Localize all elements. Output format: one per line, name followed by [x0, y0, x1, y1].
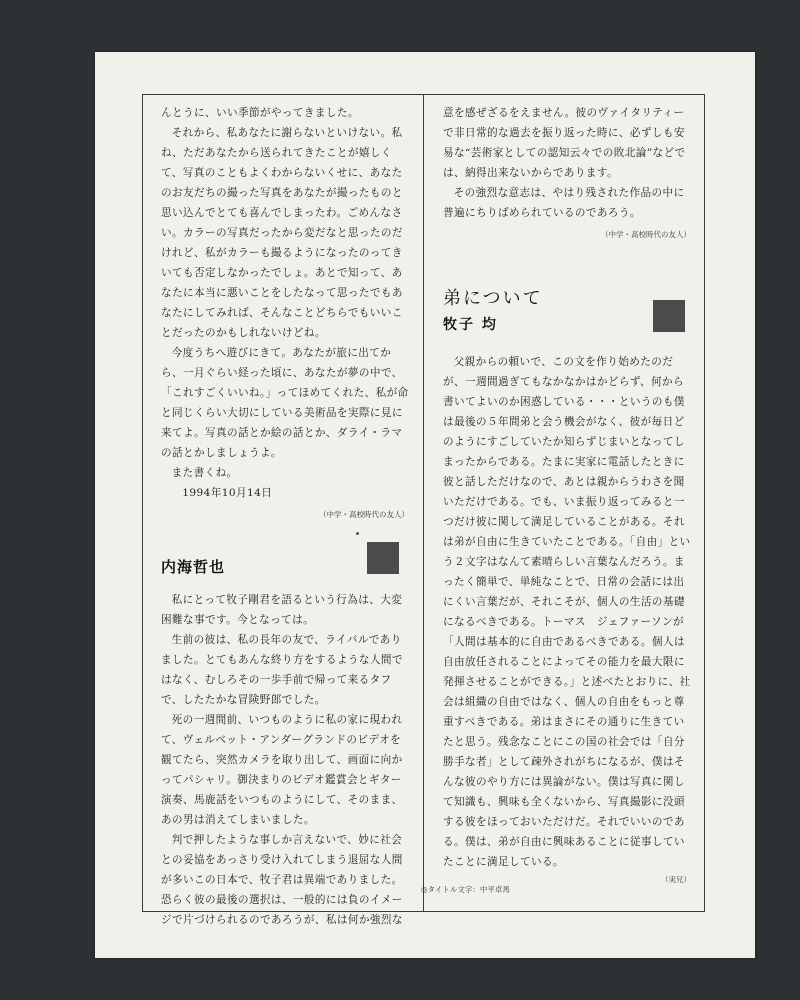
printed-sheet — [95, 52, 755, 958]
letter-credit: （中学・高校時代の友人） — [319, 510, 409, 519]
left-column — [161, 103, 409, 930]
essay-author-heading: 内海哲也 — [161, 558, 226, 576]
brother-paragraph: 父親からの頼いで、この文を作り始めたのだが、一週間過ぎてもなかなかはかどらず、何から書いてよいのか困惑している・・・というのも僕は最後の５年間弟と会う機会がなく、彼が毎日どのようにすごしていたか知らずじまいとなってしまったからである。たまに実家に電話したときに彼と話しただけなので、あとは親からうわさを聞いただけである。でも、いま振り返ってみると一つだけ彼に関して満足していることがある。それは弟が自由に生きていたことである。「自由」という２文字はなんて素晴らしい言葉なんだろう。まったく簡単で、単純なことで、日常の会話には出にくい言葉だが、それこそが、個人の生活の基礎になるべきである。トーマス ジェファーソンが「人間は基本的に自由であるべきである。個人は自由放任されることによってその能力を最大限に発揮させることができる。」と述べたとおりに、社会は組織の自由ではなく、個人の自由をもっと尊重すべきである。弟はまさにその通りに生きていたと思う。残念なことにこの国の社会では「自分勝手な者」として疎外されがちになるが、僕はそんな彼のやり方には異論がない。僕は写真に関して知識も、興味も全くないから、写真撮影に没頭する彼をほっておいただけだ。それでいいのである。僕は、弟が自由に興味あることに従事していたことに満足している。 — [443, 356, 691, 868]
letter-date: 1994年10月14日 — [182, 487, 273, 499]
essay-paragraph: 判で押したような事しか言えないで、妙に社会との妥協をあっさり受け入れてしまう退屈な人間が多いこの日本で、牧子君は異端でありました。恐らく彼の最後の選択は、一般的には負のイメージで片づけられるのであろうが、私は何か強烈な — [161, 834, 403, 926]
essay-continuation-paragraph: 意を感ぜざるをえません。彼のヴァイタリティーで非日常的な過去を振り返った時に、必ずしも安易な“芸術家としての認知云々での敗北論”などでは、納得出来ないからであります。 — [443, 107, 686, 179]
letter-paragraph: それから、私あなたに謝らないといけない。私ね、ただあなたから送られてきたことが嬉しくて、写真のこともよくわからないくせに、あなたのお友だちの撮った写真をあなたが撮ったものと思い込んでとても喜んでしまったわ。ごめんなさい。カラーの写真だったから変だなと思ったのだけれど、私がカラーも撮るようになったのってきいても否定しなかったでしょ。あとで知って、あなたに本当に悪いことをしたなって思ったでもあなたにしてみれば、そんなことどちらでもいいことだったのかもしれないけどね。 — [161, 127, 403, 339]
essay-paragraph: 生前の彼は、私の長年の友で、ライバルでありました。とてもあんな終り方をするような人間ではなく、むしろその一歩手前で帰って来るタフで、したたかな冒険野郎でした。 — [161, 634, 403, 706]
essay-continuation-paragraph: その強烈な意志は、やはり残された作品の中に普遍にちりばめられているのであろう。 — [443, 187, 685, 219]
square-mark — [367, 542, 399, 574]
letter-paragraph: また書くね。 — [171, 467, 238, 479]
brother-heading-block — [443, 240, 691, 352]
column-divider — [423, 95, 424, 911]
brother-title: 弟について — [443, 288, 543, 309]
essay-heading-block — [161, 520, 409, 590]
right-column — [443, 103, 691, 885]
brother-credit: （実兄） — [661, 875, 691, 884]
letter-paragraph: んとうに、いい季節がやってきました。 — [161, 107, 359, 119]
square-mark — [653, 300, 685, 332]
letter-paragraph: 今度うちへ遊びにきて。あなたが旅に出てから、一月ぐらい経った頃に、あなたが夢の中で、「これすごくいいね。」ってほめてくれた、私が命と同じくらい大切にしている美術品を実際に見に来てよ。写真の話とか絵の話とか、ダライ・ラマの話とかしましょうよ。 — [161, 347, 409, 459]
title-lettering-credit: ◎タイトル文字：中平卓馬 — [421, 885, 510, 894]
brother-author: 牧子 均 — [443, 317, 498, 333]
essay-paragraph: 私にとって牧子剛君を語るという行為は、大変困難な事です。今となっては。 — [161, 594, 403, 626]
text-frame — [142, 94, 705, 926]
essay-credit: （中学・高校時代の友人） — [601, 230, 691, 239]
essay-paragraph: 死の一週間前、いつものように私の家に現われて、ヴェルベット・アンダーグランドのビデオを観てたら、突然カメラを取り出して、画面に向かってパシャリ。御決まりのビデオ鑑賞会とギター演奏、馬鹿話をいつものようにして、そのまま、あの男は消えてしまいました。 — [161, 714, 403, 826]
dot-mark — [356, 532, 359, 535]
